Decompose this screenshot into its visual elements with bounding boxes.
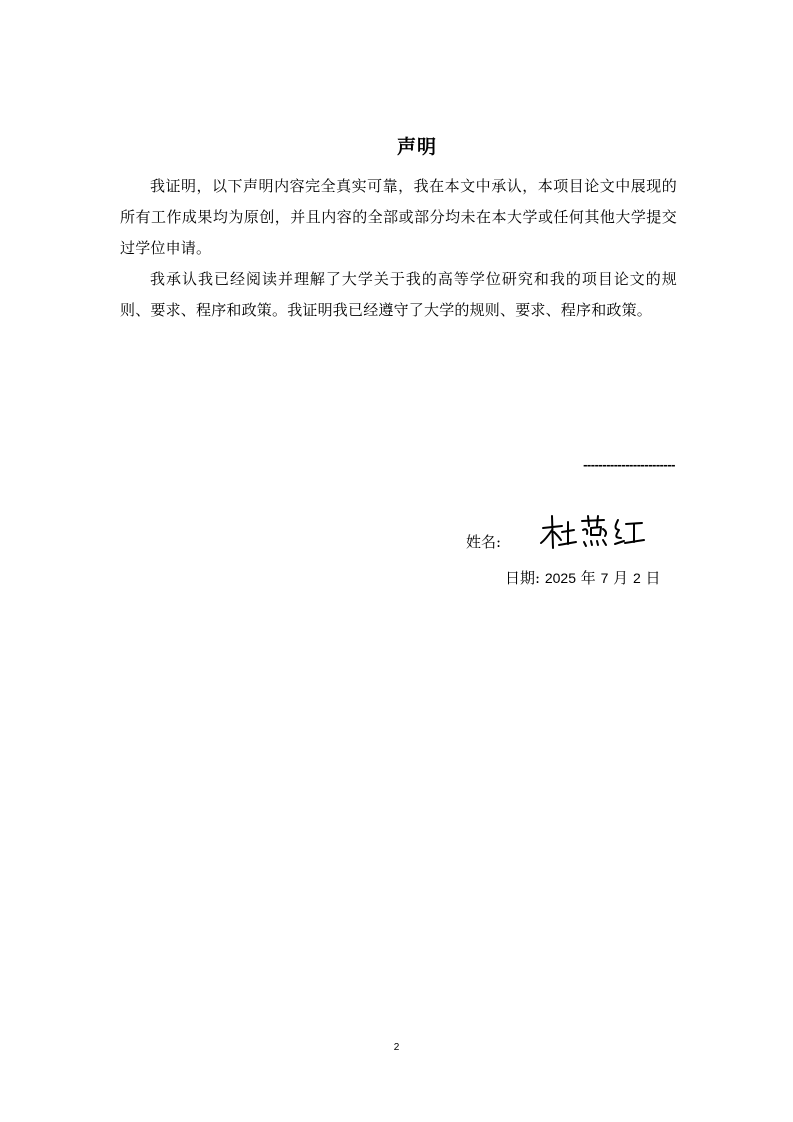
- handwritten-signature: [538, 510, 648, 554]
- declaration-body: [120, 171, 677, 326]
- date-month: 7: [600, 570, 609, 586]
- page-number: 2: [393, 1042, 400, 1053]
- declaration-paragraph-originality: 我证明，以下声明内容完全真实可靠，我在本文中承认，本项目论文中展现的所有工作成果均为原创，并且内容的全部或部分均未在本大学或任何其他大学提交过学位申请。: [120, 177, 677, 257]
- date-day-unit: 日: [645, 569, 661, 587]
- signature-line: ------------------------: [583, 457, 675, 472]
- date-year-unit: 年: [580, 569, 596, 587]
- date-label: 日期:: [505, 569, 541, 587]
- date-year: 2025: [544, 570, 576, 586]
- date-month-unit: 月: [613, 569, 629, 587]
- date-row: [505, 566, 661, 590]
- name-label: 姓名:: [466, 533, 502, 551]
- page-title: 声明: [396, 136, 437, 158]
- declaration-paragraph-compliance: 我承认我已经阅读并理解了大学关于我的高等学位研究和我的项目论文的规则、要求、程序和政策。我证明我已经遵守了大学的规则、要求、程序和政策。: [120, 270, 677, 319]
- date-day: 2: [632, 570, 641, 586]
